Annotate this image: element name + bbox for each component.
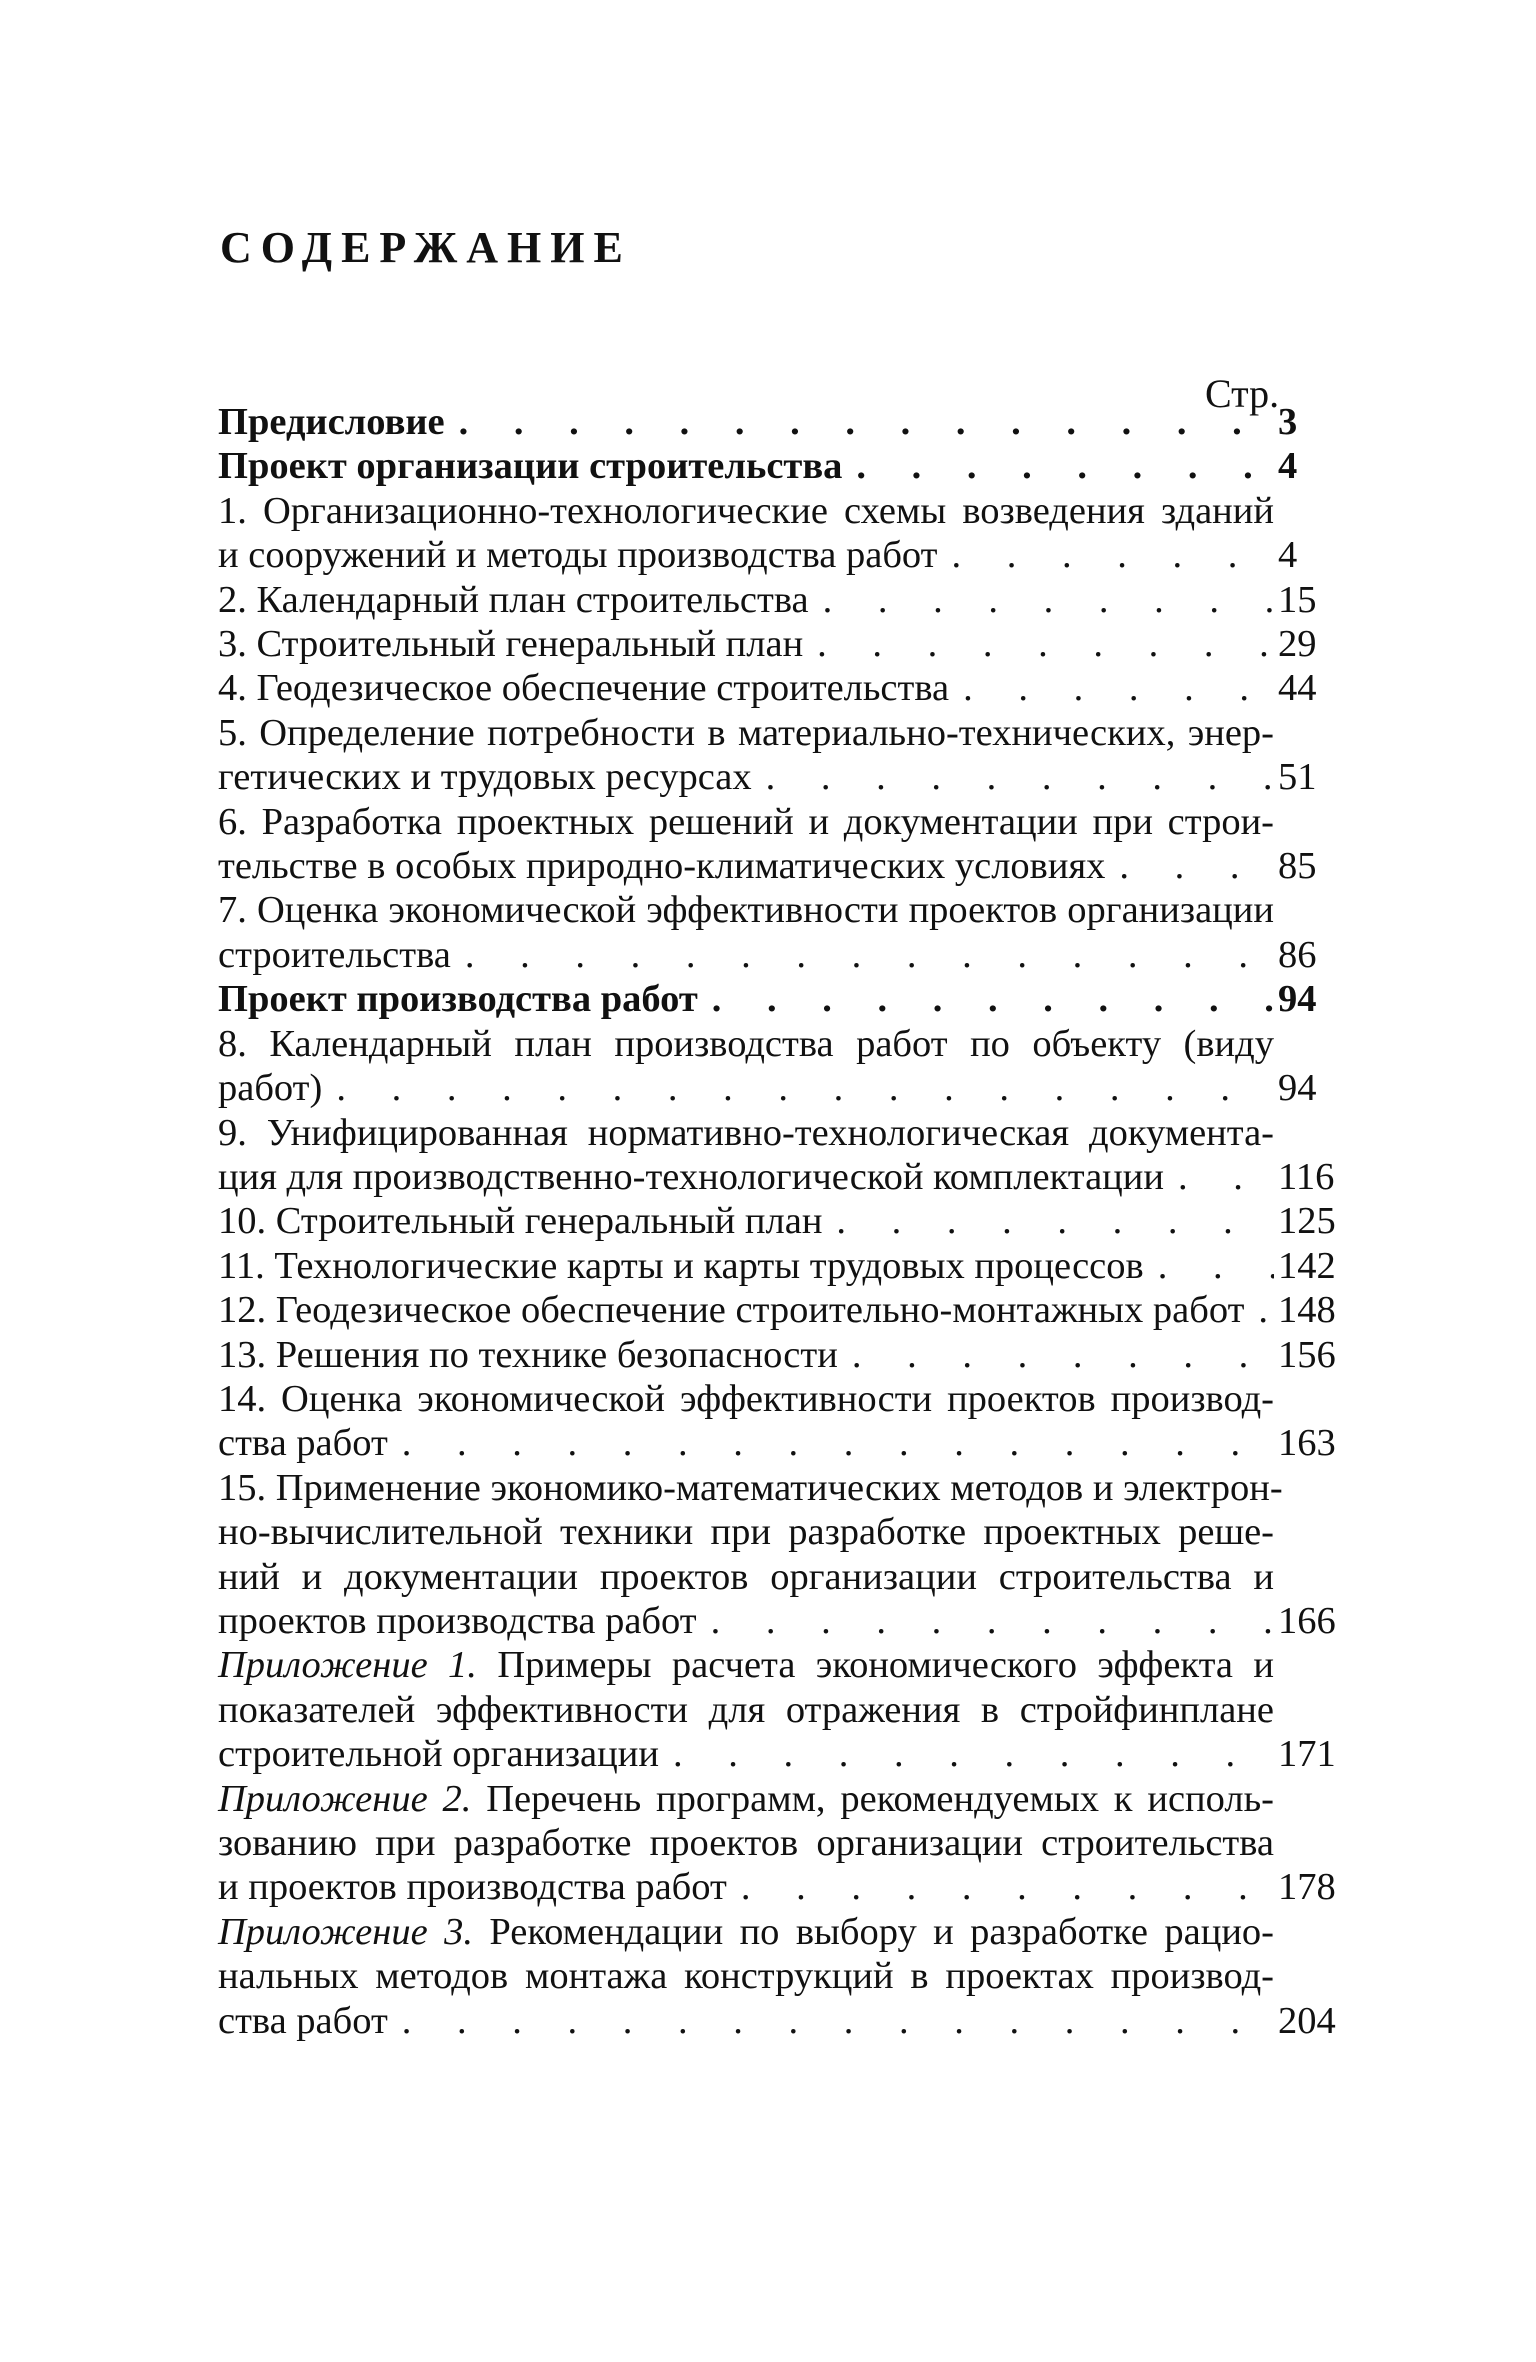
toc-entry-text: [218, 622, 1338, 666]
page-title: СОДЕРЖАНИЕ: [220, 223, 632, 272]
toc-entry-title: 4. Геодезическое обеспечение строительства: [218, 667, 950, 710]
dot-leader: [1144, 1244, 1274, 1288]
toc-entry-text: [218, 489, 1338, 578]
toc-entry-last-line: [218, 1599, 1274, 1643]
dot-leader: [949, 666, 1274, 710]
toc-entry-last-line: [218, 1288, 1274, 1332]
toc-entry-title: строительной организации: [218, 1733, 659, 1776]
toc-entry-text: [218, 1111, 1338, 1200]
toc-entry-line: [218, 1954, 1274, 1998]
dot-leader: [1164, 1155, 1274, 1199]
toc-entry: [218, 1910, 1338, 2043]
toc-entry-last-line: [218, 533, 1274, 577]
toc-page-number: 94: [1278, 978, 1317, 1021]
toc-entry-title: Проект организации строительства: [218, 445, 843, 488]
toc-line-text: но-вычислительной техники при разработке проектных реше-: [218, 1511, 1274, 1554]
toc-page-number: 156: [1278, 1333, 1336, 1376]
toc-entry-text: [218, 977, 1338, 1021]
toc-entry-line: [218, 711, 1274, 755]
toc-entry: [218, 711, 1338, 800]
toc-entry-last-line: [218, 1199, 1274, 1243]
dot-leader: [1105, 844, 1274, 888]
toc-entry-line: [218, 1377, 1274, 1421]
toc-entry-last-line: [218, 1066, 1274, 1110]
toc-line-text: нальных методов монтажа конструкций в проектах производ-: [218, 1955, 1274, 1998]
toc-line-text: показателей эффективности для отражения в стройфинплане: [218, 1688, 1274, 1731]
toc-entry-line: [218, 1555, 1274, 1599]
appendix-label: Приложение 1.: [218, 1644, 477, 1687]
toc-entry-title: строительства: [218, 933, 451, 976]
toc-page-number: 85: [1278, 845, 1317, 888]
toc-page-number: 15: [1278, 578, 1317, 621]
toc-entry-title: проектов производства работ: [218, 1599, 697, 1642]
table-of-contents: [218, 400, 1338, 2043]
dot-leader: [451, 933, 1274, 977]
toc-page-number: 171: [1278, 1733, 1336, 1776]
appendix-label: Приложение 3.: [218, 1910, 473, 1953]
toc-entry-text: [218, 800, 1338, 889]
toc-entry-line: [218, 1777, 1274, 1821]
toc-entry: [218, 622, 1338, 666]
toc-entry-line: [218, 888, 1274, 932]
toc-page-number: 94: [1278, 1067, 1317, 1110]
toc-entry: [218, 800, 1338, 889]
toc-entry: [218, 444, 1338, 488]
toc-entry-text: [218, 666, 1338, 710]
dot-leader: [727, 1865, 1274, 1909]
toc-page-number: 29: [1278, 623, 1317, 666]
dot-leader: [388, 1999, 1274, 2043]
toc-entry-last-line: [218, 1244, 1274, 1288]
toc-line-text: 5. Определение потребности в материально-технических, энер-: [218, 711, 1274, 754]
toc-entry-line: [218, 800, 1274, 844]
toc-entry-last-line: [218, 933, 1274, 977]
toc-entry: [218, 1377, 1338, 1466]
toc-entry-text: [218, 400, 1338, 444]
toc-entry-title: ция для производственно-технологической комплектации: [218, 1155, 1164, 1198]
toc-line-text: 8. Календарный план производства работ по объекту (виду: [218, 1022, 1274, 1065]
toc-entry-text: [218, 888, 1338, 977]
appendix-label: Приложение 2.: [218, 1777, 472, 1820]
toc-entry: [218, 1333, 1338, 1377]
dot-leader: [842, 444, 1274, 488]
dot-leader: [809, 578, 1274, 622]
dot-leader: [752, 755, 1274, 799]
toc-entry: [218, 1288, 1338, 1332]
toc-page-number: 166: [1278, 1599, 1336, 1642]
toc-entry-text: [218, 1288, 1338, 1332]
toc-line-text: 1. Организационно-технологические схемы возведения зданий: [218, 489, 1274, 532]
toc-entry-last-line: [218, 666, 1274, 710]
toc-line-text: зованию при разработке проектов организации строительства: [218, 1822, 1274, 1864]
toc-entry-last-line: [218, 1155, 1274, 1199]
toc-entry: [218, 578, 1338, 622]
toc-entry-text: [218, 1777, 1338, 1910]
toc-entry-last-line: [218, 1999, 1274, 2043]
toc-entry: [218, 888, 1338, 977]
dot-leader: [1244, 1288, 1274, 1332]
toc-page-number: 204: [1278, 1999, 1336, 2042]
toc-entry-title: ства работ: [218, 1422, 388, 1465]
toc-entry-last-line: [218, 1865, 1274, 1909]
toc-page-number: 116: [1278, 1155, 1335, 1198]
toc-line-text: 6. Разработка проектных решений и документации при строи-: [218, 800, 1274, 843]
toc-entry-text: [218, 1022, 1338, 1111]
toc-entry: [218, 666, 1338, 710]
toc-entry-text: [218, 1910, 1338, 2043]
toc-entry-text: [218, 444, 1338, 488]
toc-entry-title: гетических и трудовых ресурсах: [218, 756, 752, 799]
toc-page-number: 142: [1278, 1244, 1336, 1287]
dot-leader: [698, 977, 1274, 1021]
toc-entry-title: ства работ: [218, 1999, 388, 2042]
toc-entry: [218, 1244, 1338, 1288]
toc-entry: [218, 1643, 1338, 1776]
toc-entry-line: [218, 1821, 1274, 1865]
toc-entry: [218, 1466, 1338, 1644]
toc-entry-text: [218, 1244, 1338, 1288]
toc-page-number: 178: [1278, 1866, 1336, 1909]
toc-line-text: 14. Оценка экономической эффективности проектов производ-: [218, 1377, 1274, 1420]
page-column-header: Стр.: [1205, 371, 1280, 416]
toc-page-number: 163: [1278, 1422, 1336, 1465]
toc-page-number: 4: [1278, 445, 1298, 488]
toc-entry-line: [218, 1022, 1274, 1066]
toc-entry-last-line: [218, 1421, 1274, 1465]
toc-entry-text: [218, 1466, 1338, 1644]
toc-line-text: 9. Унифицированная нормативно-технологическая документа-: [218, 1111, 1274, 1154]
toc-line-text: ний и документации проектов организации строительства и: [218, 1555, 1274, 1598]
toc-entry-text: [218, 711, 1338, 800]
toc-line-text: 15. Применение экономико-математических методов и электрон-: [218, 1466, 1283, 1509]
toc-entry-last-line: [218, 844, 1274, 888]
toc-entry-title: тельстве в особых природно-климатических условиях: [218, 845, 1106, 888]
toc-entry-last-line: [218, 1333, 1274, 1377]
toc-page-number: 125: [1278, 1200, 1336, 1243]
toc-page-number: 86: [1278, 933, 1317, 976]
toc-entry: [218, 1111, 1338, 1200]
toc-entry-line: [218, 1466, 1283, 1510]
dot-leader: [822, 1199, 1274, 1243]
toc-entry-line: [218, 1643, 1274, 1687]
toc-entry-line: [218, 1688, 1274, 1732]
toc-page-number: 51: [1278, 756, 1317, 799]
toc-entry-title: 12. Геодезическое обеспечение строительно-монтажных работ: [218, 1289, 1245, 1332]
toc-entry-text: [218, 1333, 1338, 1377]
toc-page-number: 4: [1278, 534, 1298, 577]
toc-entry-title: Проект производства работ: [218, 978, 698, 1021]
dot-leader: [659, 1732, 1274, 1776]
dot-leader: [322, 1066, 1274, 1110]
toc-entry-title: 10. Строительный генеральный план: [218, 1200, 823, 1243]
dot-leader: [445, 400, 1274, 444]
toc-entry: [218, 400, 1338, 444]
toc-entry-last-line: [218, 977, 1274, 1021]
toc-line-text: 7. Оценка экономической эффективности проектов организации: [218, 889, 1274, 932]
toc-entry-last-line: [218, 400, 1274, 444]
toc-entry-title: 3. Строительный генеральный план: [218, 623, 804, 666]
toc-entry-last-line: [218, 622, 1274, 666]
toc-entry: [218, 977, 1338, 1021]
dot-leader: [697, 1599, 1274, 1643]
toc-entry-text: [218, 578, 1338, 622]
toc-entry-text: [218, 1643, 1338, 1776]
dot-leader: [838, 1333, 1274, 1377]
toc-entry-last-line: [218, 578, 1274, 622]
toc-line-text: Перечень программ, рекомендуемых к исполь-: [471, 1777, 1274, 1820]
toc-entry: [218, 1199, 1338, 1243]
toc-entry-title: и сооружений и методы производства работ: [218, 534, 938, 577]
toc-page-number: 3: [1278, 401, 1298, 443]
toc-entry-line: [218, 1910, 1274, 1954]
toc-entry-last-line: [218, 1732, 1274, 1776]
toc-entry: [218, 1777, 1338, 1910]
toc-page-number: 44: [1278, 667, 1317, 710]
toc-line-text: Примеры расчета экономического эффекта и: [476, 1644, 1274, 1687]
dot-leader: [938, 533, 1275, 577]
toc-entry: [218, 1022, 1338, 1111]
toc-entry-last-line: [218, 755, 1274, 799]
toc-entry-line: [218, 489, 1274, 533]
toc-entry-title: 13. Решения по технике безопасности: [218, 1333, 838, 1376]
toc-entry-title: Предисловие: [218, 401, 445, 443]
toc-entry-text: [218, 1377, 1338, 1466]
toc-entry-line: [218, 1111, 1274, 1155]
toc-line-text: Рекомендации по выбору и разработке рацио-: [472, 1910, 1275, 1953]
toc-entry-last-line: [218, 444, 1274, 488]
toc-entry: [218, 489, 1338, 578]
toc-entry-title: 11. Технологические карты и карты трудовых процессов: [218, 1244, 1144, 1287]
dot-leader: [388, 1421, 1274, 1465]
dot-leader: [803, 622, 1274, 666]
toc-entry-title: 2. Календарный план строительства: [218, 578, 809, 621]
toc-entry-title: и проектов производства работ: [218, 1866, 727, 1909]
toc-entry-text: [218, 1199, 1338, 1243]
toc-entry-line: [218, 1510, 1274, 1554]
toc-page-number: 148: [1278, 1289, 1336, 1332]
toc-entry-title: работ): [218, 1067, 323, 1110]
